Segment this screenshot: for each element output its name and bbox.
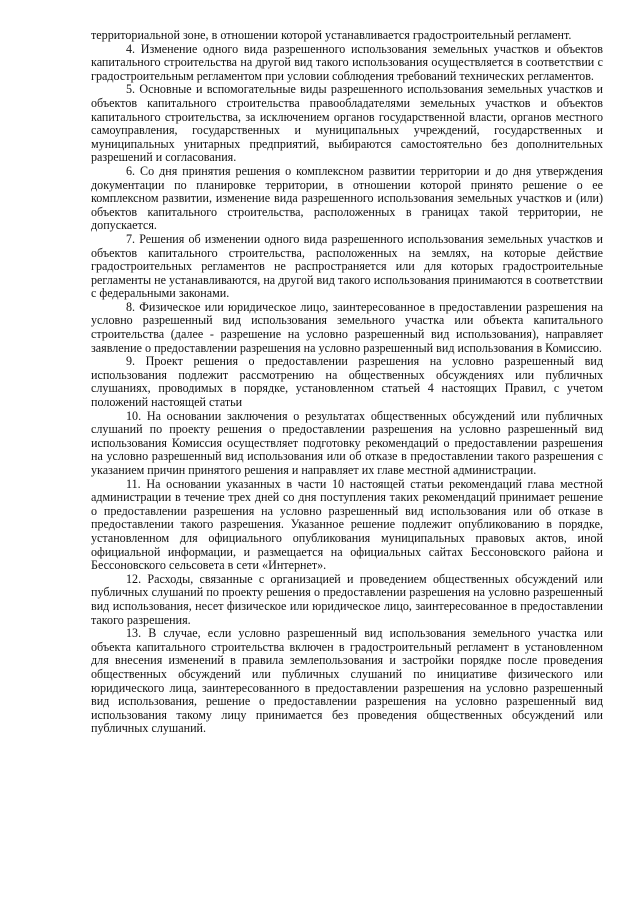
paragraph-continuation: территориальной зоне, в отношении которой устанавливается градостроительный регламент.: [91, 28, 572, 42]
paragraph-item-7: 7. Решения об изменении одного вида разрешенного использования земельных участков и объектов капитального строительства, расположенных на землях, на которые действие градостроительных регламентов не распространяется или для которых градостроительные регламенты не устанавливаются, на другой вид такого использования принимаются в соответствии с федеральными законами.: [91, 231, 603, 301]
paragraph-item-6: 6. Со дня принятия решения о комплексном развитии территории и до дня утверждения документации по планировке территории, в отношении которой принято решение о ее комплексном развитии, изменение вида разрешенного использования земельных участков и (или) объектов капитального строительства, расположенных в границах такой территории, не допускается.: [91, 163, 603, 233]
paragraph-item-13: 13. В случае, если условно разрешенный вид использования земельного участка или объекта капитального строительства включен в градостроительный регламент в установленном для внесения изменений в правила землепользования и застройки порядке после проведения общественных обсуждений или публичных слушаний по инициативе физического или юридического лица, заинтересованного в предоставлении разрешения на условно разрешенный вид использования, решение о предоставлении разрешения на условно разрешенный вид использования такому лицу принимается без проведения общественных обсуждений или публичных слушаний.: [91, 626, 603, 736]
paragraph-item-11: 11. На основании указанных в части 10 настоящей статьи рекомендаций глава местной администрации в течение трех дней со дня поступления таких рекомендаций принимает решение о предоставлении разрешения на условно разрешенный вид использования или об отказе в предоставлении такого разрешения. Указанное решение подлежит опубликованию в порядке, установленном для официального опубликования муниципальных правовых актов, иной официальной информации, и размещается на официальных сайтах Бессоновского района и Бессоновского сельсовета в сети «Интернет».: [91, 476, 603, 573]
paragraph-item-4: 4. Изменение одного вида разрешенного использования земельных участков и объектов капитального строительства на другой вид такого использования осуществляется в соответствии с градостроительным регламентом при условии соблюдения требований технических регламентов.: [91, 41, 603, 83]
paragraph-item-12: 12. Расходы, связанные с организацией и проведением общественных обсуждений или публичных слушаний по проекту решения о предоставлении разрешения на условно разрешенный вид использования, несет физическое или юридическое лицо, заинтересованное в предоставлении такого разрешения.: [91, 571, 603, 627]
paragraph-item-10: 10. На основании заключения о результатах общественных обсуждений или публичных слушаний по проекту решения о предоставлении разрешения на условно разрешенный вид использования Комиссия осуществляет подготовку рекомендаций о предоставлении разрешения на условно разрешенный вид использования или об отказе в предоставлении такого разрешения с указанием причин принятого решения и направляет их главе местной администрации.: [91, 408, 603, 477]
paragraph-item-9: 9. Проект решения о предоставлении разрешения на условно разрешенный вид использования подлежит рассмотрению на общественных обсуждениях или публичных слушаниях, проводимых в порядке, установленном статьей 4 настоящих Правил, с учетом положений настоящей статьи: [91, 354, 603, 410]
paragraph-item-8: 8. Физическое или юридическое лицо, заинтересованное в предоставлении разрешения на условно разрешенный вид использования земельного участка или объекта капитального строительства (далее - разрешение на условно разрешенный вид использования), направляет заявление о предоставлении разрешения на условно разрешенный вид использования в Комиссию.: [91, 299, 603, 355]
paragraph-item-5: 5. Основные и вспомогательные виды разрешенного использования земельных участков и объектов капитального строительства правообладателями земельных участков и объектов капитального строительства, за исключением органов государственной власти, органов местного самоуправления, государственных и муниципальных учреждений, государственных и муниципальных унитарных предприятий, выбираются самостоятельно без дополнительных разрешений и согласования.: [91, 82, 603, 165]
document-page: [91, 29, 603, 736]
